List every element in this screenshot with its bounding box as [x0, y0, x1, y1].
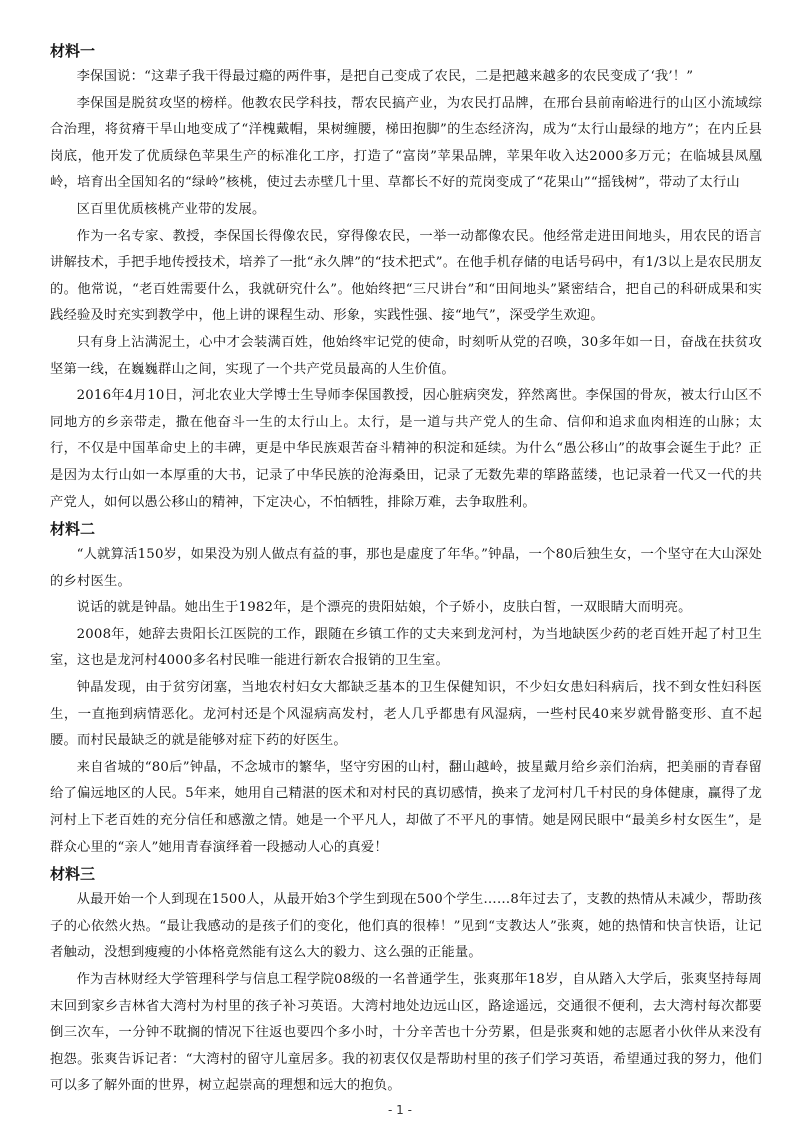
paragraph: “人就算活150岁，如果没为别人做点有益的事，那也是虚度了年华。”钟晶，一个80后独生女，一个坚守在大山深处的乡村医生。 [50, 547, 762, 589]
paragraph: 李保国说：“这辈子我干得最过瘾的两件事，是把自己变成了农民，二是把越来越多的农民变成了‘我’！” [76, 69, 694, 84]
paragraph: 区百里优质核桃产业带的发展。 [76, 201, 266, 217]
paragraph: 从最开始一个人到现在1500人，从最开始3个学生到现在500个学生……8年过去了，支教的热情从未减少，帮助孩子的心依然火热。“最让我感动的是孩子们的变化，他们真的很棒！”见到“支教达人”张爽，她的热情和快言快语，让记者触动，没想到瘦瘦的小体格竟然能有这么大的毅力、这么强的正能量。 [50, 892, 762, 961]
paragraph: 钟晶发现，由于贫穷闭塞，当地农村妇女大都缺乏基本的卫生保健知识，不少妇女患妇科病后，找不到女性妇科医生，一直拖到病情恶化。龙河村还是个风湿病高发村，老人几乎都患有风湿病，一些村民40来岁就骨骼变形、直不起腰。而村民最缺乏的就是能够对症下药的好医生。 [50, 680, 762, 749]
paragraph: 只有身上沾满泥土，心中才会装满百姓，他始终牢记党的使命，时刻听从党的召唤，30多年如一日，奋战在扶贫攻坚第一线，在巍巍群山之间，实现了一个共产党员最高的人生价值。 [50, 334, 762, 377]
paragraph: 2008年，她辞去贵阳长江医院的工作，跟随在乡镇工作的丈夫来到龙河村，为当地缺医少药的老百姓开起了村卫生室，这也是龙河村4000多名村民唯一能进行新农合报销的卫生室。 [50, 626, 762, 669]
page-number: - 1 - [388, 1103, 412, 1117]
section-title-3: 材料三 [50, 865, 96, 884]
paragraph: 2016年4月10日，河北农业大学博士生导师李保国教授，因心脏病突发，猝然离世。李保国的骨灰，被太行山区不同地方的乡亲带走，撒在他奋斗一生的太行山上。太行，是一道与共产党人的生命、信仰和追求血肉相连的山脉；太行，不仅是中国革命史上的丰碑，更是中华民族艰苦奋斗精神的积淀和延续。为什么“愚公移山”的故事会诞生于此？正是因为太行山如一本厚重的大书，记录了中华民族的沧海桑田，记录了无数先辈的筚路蓝缕，也记录着一代又一代的共产党人，如何以愚公移山的精神，下定决心，不怕牺牲，排除万难，去争取胜利。 [50, 388, 762, 510]
section-title-1: 材料一 [50, 42, 96, 60]
document-page [50, 38, 762, 1100]
paragraph: 来自省城的“80后”钟晶，不念城市的繁华，坚守穷困的山村，翻山越岭，披星戴月给乡亲们治病，把美丽的青春留给了偏远地区的人民。5年来，她用自己精湛的医术和对村民的真切感情，换来了龙河村几千村民的身体健康，赢得了龙河村上下老百姓的充分信任和感激之情。她是一个平凡人，却做了不平凡的事情。她是网民眼中“最美乡村女医生”，是群众心里的“亲人”她用青春演绎着一段撼动人心的真爱！ [50, 759, 762, 855]
paragraph: 李保国是脱贫攻坚的榜样。他教农民学科技，帮农民搞产业，为农民打品牌，在邢台县前南峪进行的山区小流域综合治理，将贫瘠干旱山地变成了“洋槐戴帽，果树缠腰，梯田抱脚”的生态经济沟，成为“太行山最绿的地方”；在内丘县岗底，他开发了优质绿色苹果生产的标准化工序，打造了“富岗”苹果品牌，苹果年收入达2000多万元；在临城县凤凰岭，培育出全国知名的“绿岭”核桃，使过去赤壁几十里、草都长不好的荒岗变成了“花果山”“摇钱树”，带动了太行山 [50, 95, 762, 191]
paragraph: 作为一名专家、教授，李保国长得像农民，穿得像农民，一举一动都像农民。他经常走进田间地头，用农民的语言讲解技术，手把手地传授技术，培养了一批“永久牌”的“技术把式”。在他手机存储的电话号码中，有1/3以上是农民朋友的。他常说，“老百姓需要什么，我就研究什么”。他始终把“三尺讲台”和“田间地头”紧密结合，把自己的科研成果和实践经验及时充实到教学中，他上讲的课程生动、形象，实践性强、接“地气”，深受学生欢迎。 [50, 228, 762, 324]
section-title-2: 材料二 [50, 520, 96, 539]
paragraph: 说话的就是钟晶。她出生于1982年，是个漂亮的贵阳姑娘，个子娇小，皮肤白皙，一双眼睛大而明亮。 [76, 600, 692, 616]
paragraph: 作为吉林财经大学管理科学与信息工程学院08级的一名普通学生，张爽那年18岁，自从踏入大学后，张爽坚持每周末回到家乡吉林省大湾村为村里的孩子补习英语。大湾村地处边远山区，路途遥远，交通很不便利，去大湾村每次都要倒三次车，一分钟不耽搁的情况下往返也要四个多小时，十分辛苦也十分劳累，但是张爽和她的志愿者小伙伴从来没有抱怨。张爽告诉记者：“大湾村的留守儿童居多。我的初衷仅仅是帮助村里的孩子们学习英语，希望通过我的努力，他们可以多了解外面的世界，树立起崇高的理想和远大的抱负。 [50, 972, 762, 1094]
